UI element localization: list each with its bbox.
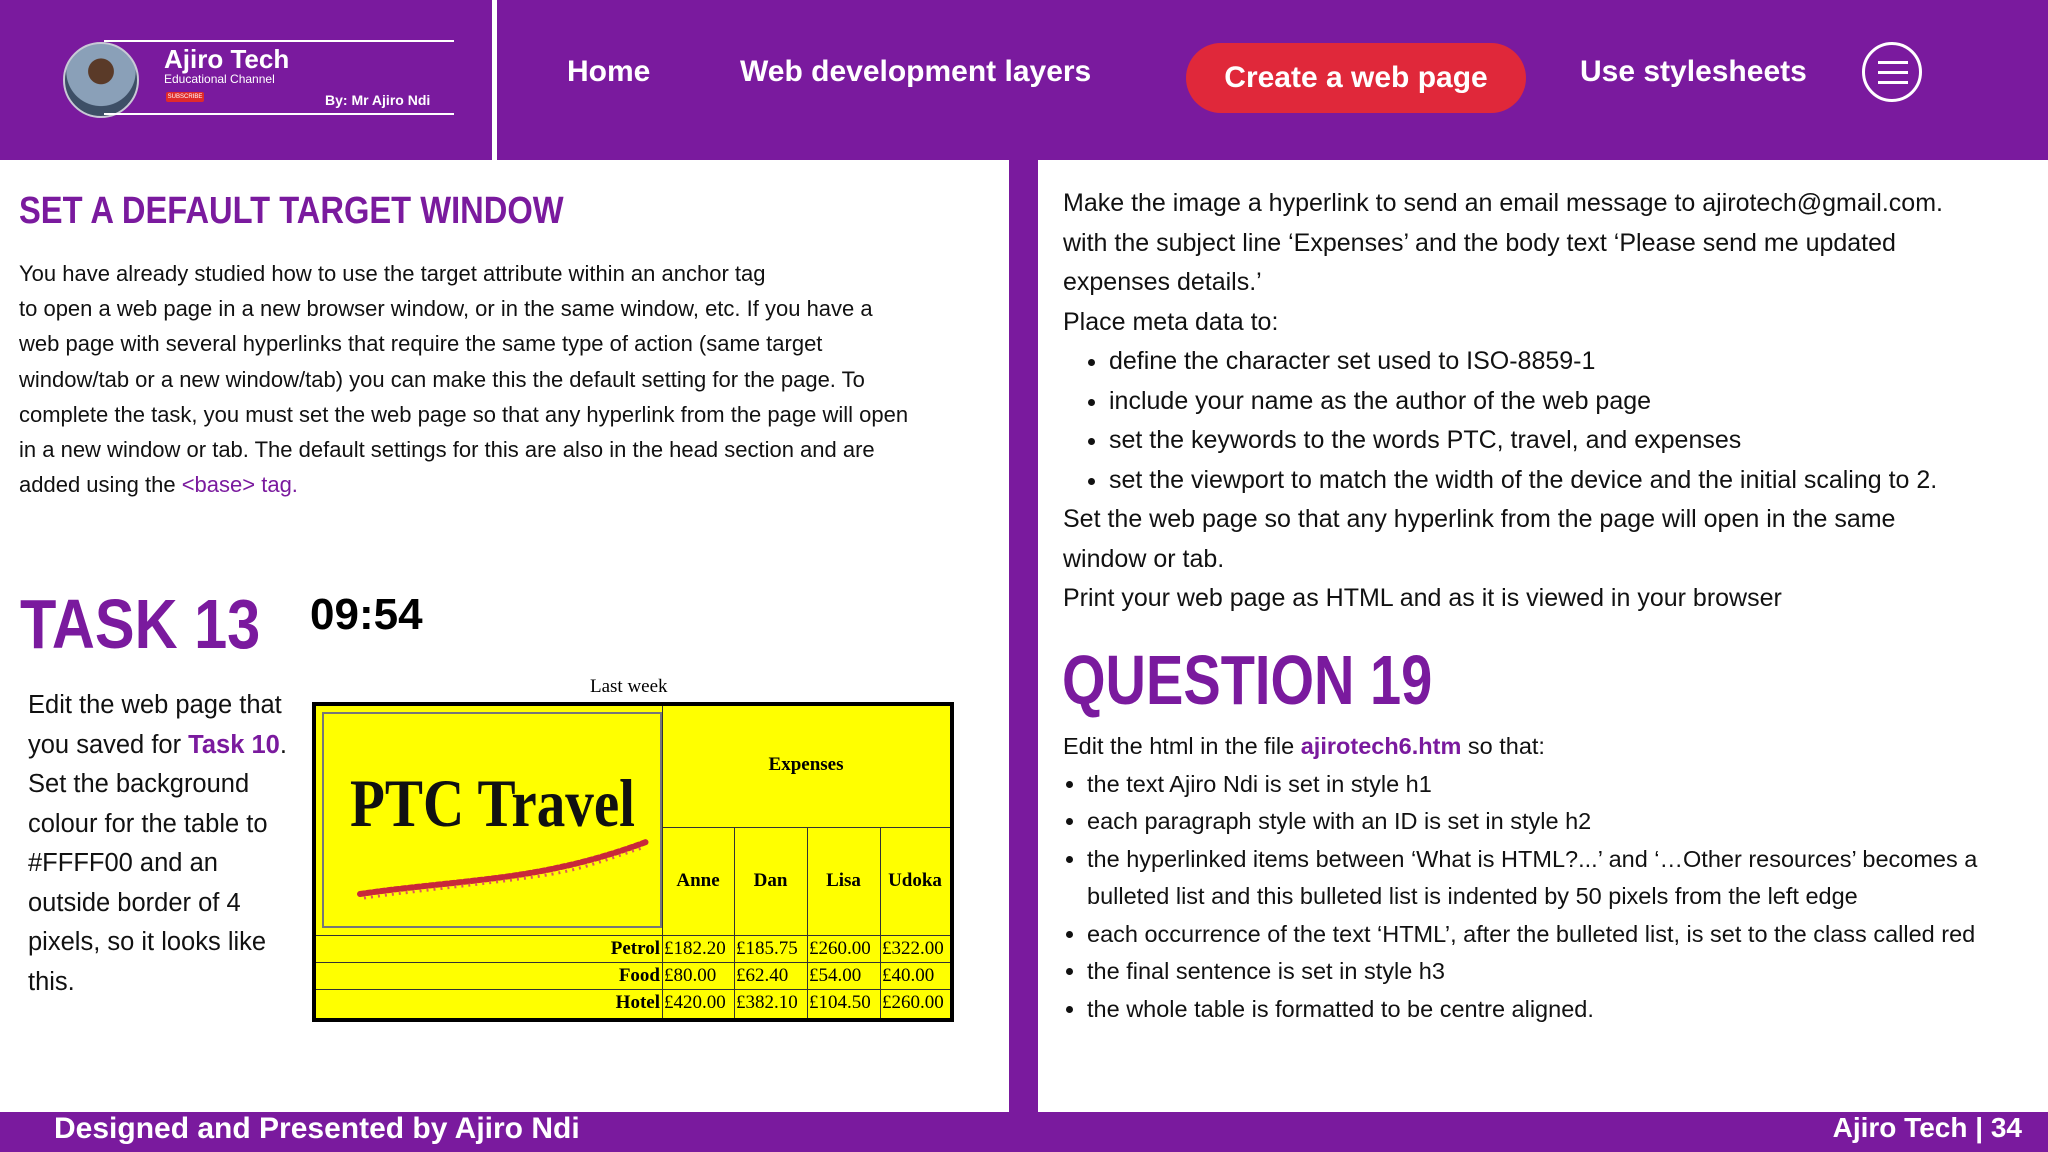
list-item: • each occurrence of the text ‘HTML’, after the bulleted list, is set to the class called red [1087,916,2023,954]
list-item: • the text Ajiro Ndi is set in style h1 [1087,766,2023,804]
table-cell: £182.20 [664,938,726,959]
brand-title: Ajiro Tech [164,44,290,74]
header-bar [0,0,2048,160]
task-text-1: Edit the web page that you saved for [28,691,282,759]
nav-create-a-web-page[interactable]: Create a web page [1186,43,1526,113]
question-title: QUESTION 19 [1062,641,1433,719]
list-item: • define the character set used to ISO-8859-1 [1109,342,2033,382]
task-title: TASK 13 [20,585,261,663]
file-link[interactable]: ajirotech6.htm [1300,733,1462,759]
avatar [63,42,139,118]
instruction-line: window or tab. [1063,544,1225,573]
table-cell: £322.00 [882,938,944,959]
list-item: • each paragraph style with an ID is set in style h2 [1087,803,2023,841]
table-cell: £185.75 [736,938,798,959]
menu-icon[interactable] [1862,42,1922,102]
instruction-line: Place meta data to: [1063,307,1279,336]
question-body [1063,728,2023,1028]
meta-data-list [1063,342,2033,500]
table-cell: £54.00 [809,965,862,986]
task-description [28,686,303,1002]
figure-caption: Last week [590,676,668,697]
instruction-line: Make the image a hyperlink to send an email message to ajirotech@gmail.com. [1063,189,1943,217]
brand-byline: By: Mr Ajiro Ndi [325,92,431,108]
table-cell: £104.50 [809,992,871,1013]
subscribe-badge: SUBSCRIBE [167,94,203,100]
row-label: Food [618,965,660,986]
instruction-line: with the subject line ‘Expenses’ and the body text ‘Please send me updated [1063,228,1896,257]
question-intro-prefix: Edit the html in the file [1063,733,1301,759]
scribble-underline-icon [324,714,660,926]
table-cell: £62.40 [736,965,789,986]
column-header: Dan [753,870,788,891]
instruction-line: Set the web page so that any hyperlink from the page will open in the same [1063,505,1896,533]
brand-bottom-line [104,113,454,115]
intro-line: You have already studied how to use the target attribute within an anchor tag [19,261,766,286]
task-instructions [1063,184,2033,619]
column-header: Anne [676,870,720,891]
brand-logo[interactable] [0,0,492,160]
intro-line: window/tab or a new window/tab) you can make this the default setting for the page. To [19,366,865,392]
task-text-2: . Set the background colour for the table to #FFFF00 and an outside border of 4 pixels, so it looks like this. [28,730,287,996]
question-intro [1063,728,2023,766]
list-item: • include your name as the author of the web page [1109,382,2033,422]
table-cell: £420.00 [664,992,726,1013]
nav-use-stylesheets[interactable]: Use stylesheets [1580,55,1807,88]
brand-top-line [104,40,454,42]
column-header: Lisa [826,870,861,891]
list-item: • set the viewport to match the width of the device and the initial scaling to 2. [1109,461,2033,501]
row-label: Petrol [610,938,660,959]
brand-subtitle: Educational Channel [164,72,275,86]
instruction-line: Print your web page as HTML and as it is viewed in your browser [1063,584,1782,612]
intro-line: in a new window or tab. The default settings for this are also in the head section and are [19,437,875,463]
table-cell: £260.00 [809,938,871,959]
list-item: • set the keywords to the words PTC, travel, and expenses [1109,421,2033,461]
list-item: • the whole table is formatted to be centre aligned. [1087,991,2023,1029]
intro-line [19,467,999,502]
row-label: Hotel [615,992,660,1013]
table-cell: £40.00 [882,965,935,986]
list-item: • the final sentence is set in style h3 [1087,953,2023,991]
table-cell: £80.00 [664,965,717,986]
header-divider [492,0,497,160]
base-tag-link[interactable]: <base> tag. [181,472,298,498]
column-header: Udoka [888,870,942,891]
intro-line: to open a web page in a new browser window, or in the same window, etc. If you have a [19,296,873,322]
ptc-travel-image [322,712,662,928]
intro-line: complete the task, you must set the web page so that any hyperlink from the page will open [19,401,909,427]
expenses-table-figure [312,702,954,1022]
table-cell: £382.10 [736,992,798,1013]
intro-paragraph [19,256,999,502]
section-title: SET A DEFAULT TARGET WINDOW [19,190,564,232]
intro-last-prefix: added using the [19,472,182,498]
timer: 09:54 [310,590,423,639]
task-10-link[interactable]: Task 10 [188,730,280,759]
instruction-line: expenses details.’ [1063,268,1262,296]
footer-credit: Designed and Presented by Ajiro Ndi [54,1112,580,1145]
ptc-travel-logo-text: PTC Travel [350,765,636,841]
footer-page-number: Ajiro Tech | 34 [1832,1112,2022,1143]
nav-home[interactable]: Home [567,55,651,88]
list-item: • the hyperlinked items between ‘What is HTML?...’ and ‘…Other resources’ becomes a bulleted list and this bulleted list is indented by 50 pixels from the left edge [1087,841,2023,916]
table-cell: £260.00 [882,992,944,1013]
intro-line: web page with several hyperlinks that require the same type of action (same target [19,331,823,357]
expenses-header: Expenses [768,754,844,775]
nav-web-development-layers[interactable]: Web development layers [740,55,1092,88]
question-intro-suffix: so that: [1461,733,1545,759]
question-list [1063,766,2023,1029]
